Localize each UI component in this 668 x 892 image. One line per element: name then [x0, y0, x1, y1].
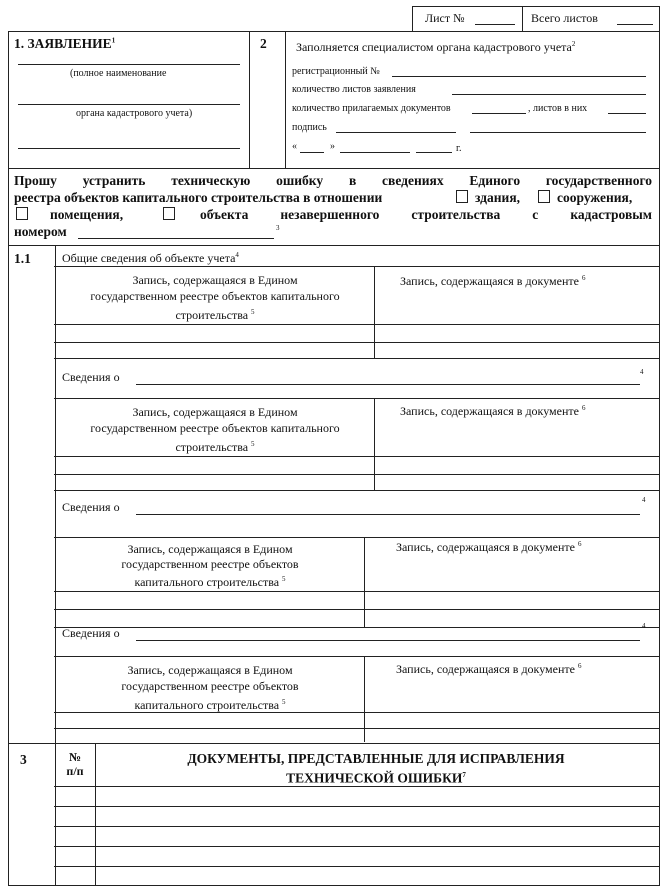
checkbox-premises[interactable] [16, 207, 28, 220]
sheet-counter [412, 6, 660, 32]
date-close-quote: » [330, 141, 335, 152]
application-title: 1. ЗАЯВЛЕНИЕ$^1$ [14, 36, 116, 51]
documents-row-4 [54, 866, 660, 867]
authority-hint-1: (полное наименование [70, 68, 167, 79]
cadastral-number-label: номером [14, 224, 67, 239]
request-text-line-2: реестра объектов капитального строительства в отношении [14, 190, 383, 205]
info-about-field-2[interactable] [136, 514, 640, 515]
sheets-count-label: количество листов заявления [292, 84, 416, 95]
docs-count-field[interactable] [472, 113, 526, 114]
registry-record-header-2: Запись, содержащаяся в Едином государственном реестре объектов капитального строительства $^5$ [90, 405, 340, 454]
date-open-quote: « [292, 141, 297, 152]
signature-field[interactable] [336, 132, 456, 133]
documents-row-1 [54, 806, 660, 807]
info-about-label-3: Сведения о [62, 626, 120, 640]
reg-number-label: регистрационный № [292, 66, 380, 77]
checkbox-unfinished[interactable] [163, 207, 175, 220]
document-record-header-2: Запись, содержащаяся в документе $^6$ [400, 404, 586, 418]
date-month-field[interactable] [340, 152, 410, 153]
section-1-1-number: 1.1 [14, 251, 31, 266]
specialist-title: Заполняется специалистом органа кадастрового учета$^2$ [296, 40, 576, 54]
registry-record-header-3: Запись, содержащаяся в Едином государственном реестре объектов капитального строительства $^5$ [121, 542, 299, 589]
total-sheets-label: Всего листов [531, 11, 598, 25]
cadastral-footnote: 3 [276, 224, 280, 232]
option-structure-label: сооружения, [557, 190, 633, 205]
info-footnote-3: 4 [642, 622, 646, 630]
sheet-number-label: Лист № [425, 11, 465, 25]
option-building-label: здания, [475, 190, 520, 205]
docs-sheets-field[interactable] [608, 113, 646, 114]
document-record-header-1: Запись, содержащаяся в документе $^6$ [400, 274, 586, 288]
info-about-field-1[interactable] [136, 384, 640, 385]
signature-decode-field[interactable] [470, 132, 646, 133]
option-premises-label: помещения, [50, 207, 124, 222]
authority-name-field-2[interactable] [18, 104, 240, 105]
info-about-field-3[interactable] [136, 640, 640, 641]
section-3-number: 3 [20, 752, 27, 767]
documents-row-2 [54, 826, 660, 827]
section-2-number: 2 [260, 36, 267, 51]
registry-record-header-1: Запись, содержащаяся в Едином государственном реестре объектов капитального строительства $^5$ [90, 273, 340, 322]
document-record-header-4: Запись, содержащаяся в документе $^6$ [396, 662, 582, 676]
general-info-title: Общие сведения об объекте учета$^4$ [62, 251, 239, 265]
document-record-header-3: Запись, содержащаяся в документе $^6$ [396, 540, 582, 554]
year-suffix: г. [456, 143, 462, 154]
signature-label: подпись [292, 122, 327, 133]
date-year-field[interactable] [416, 152, 452, 153]
sheets-count-field[interactable] [452, 94, 646, 95]
documents-section-title: ДОКУМЕНТЫ, ПРЕДСТАВЛЕННЫЕ ДЛЯ ИСПРАВЛЕНИЯ ТЕХНИЧЕСКОЙ ОШИБКИ$^7$ [187, 751, 565, 786]
cadastral-number-field[interactable] [78, 238, 274, 239]
doc-number-column-header: № п/п [66, 750, 84, 778]
total-sheets-field[interactable] [617, 24, 653, 25]
authority-hint-2: органа кадастрового учета) [76, 108, 193, 119]
authority-name-field-3[interactable] [18, 148, 240, 149]
sheet-number-field[interactable] [475, 24, 515, 25]
checkbox-structure[interactable] [538, 190, 550, 203]
info-footnote-2: 4 [642, 496, 646, 504]
info-about-label-1: Сведения о [62, 370, 120, 384]
registry-record-header-4: Запись, содержащаяся в Едином государственном реестре объектов капитального строительства $^5$ [121, 663, 299, 712]
documents-row-3 [54, 846, 660, 847]
docs-sheets-label: , листов в них [528, 103, 588, 114]
info-about-label-2: Сведения о [62, 500, 120, 514]
reg-number-field[interactable] [392, 76, 646, 77]
docs-count-label: количество прилагаемых документов [292, 103, 451, 114]
option-unfinished-label: объекта незавершенного строительства с кадастровым [200, 207, 652, 222]
info-footnote-1: 4 [640, 368, 644, 376]
authority-name-field-1[interactable] [18, 64, 240, 65]
checkbox-building[interactable] [456, 190, 468, 203]
request-text-line-1: Прошу устранить техническую ошибку в сведениях Единого государственного [14, 173, 652, 188]
date-day-field[interactable] [300, 152, 324, 153]
